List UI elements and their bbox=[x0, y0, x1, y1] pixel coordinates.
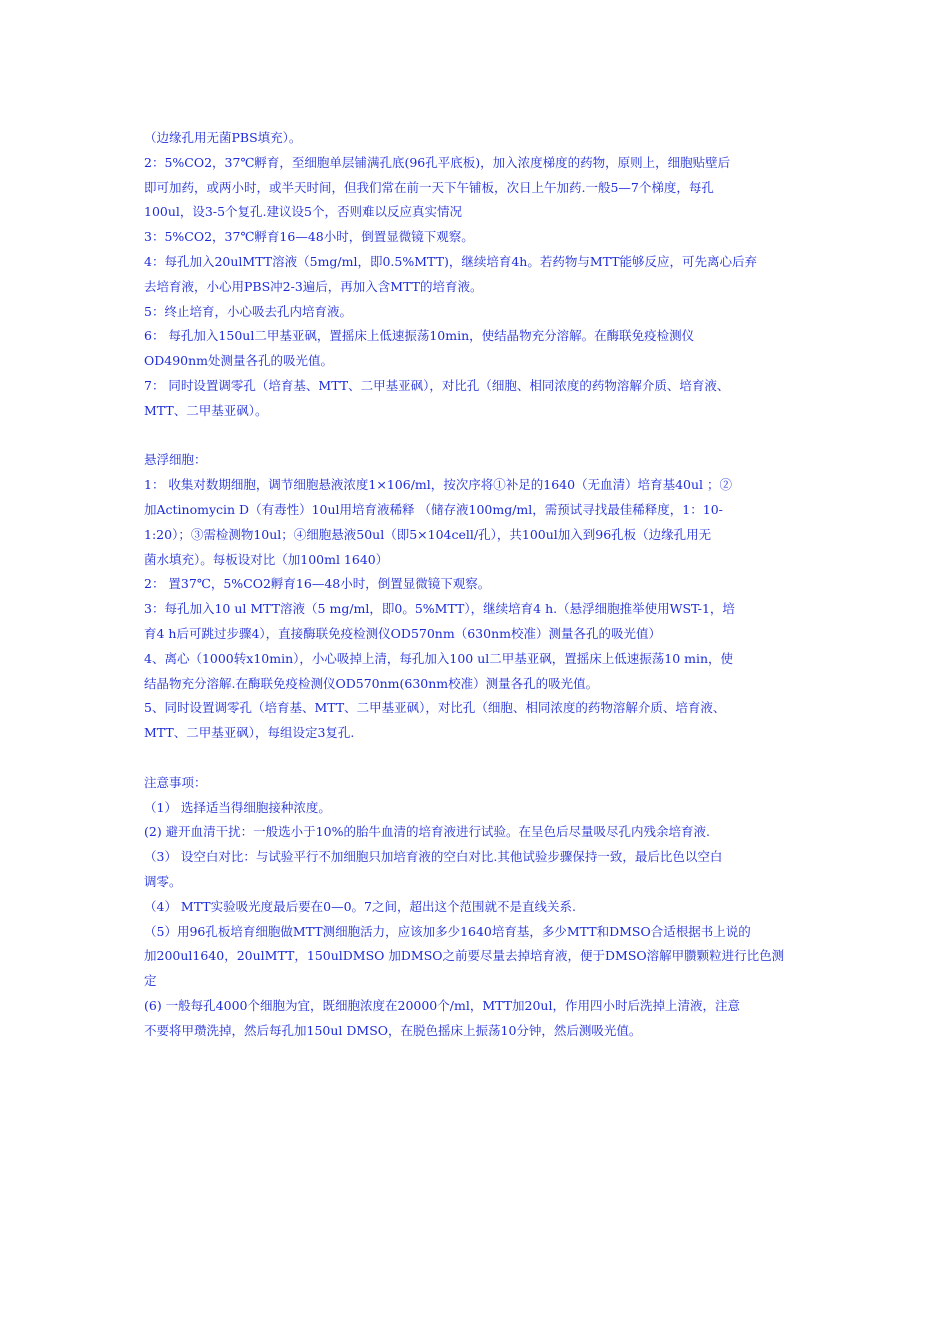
text-line: 即可加药，或两小时，或半天时间，但我们常在前一天下午铺板，次日上午加药.一般5—7个梯度，每孔 bbox=[144, 179, 714, 195]
text-line: （3） 设空白对比：与试验平行不加细胞只加培育液的空白对比.其他试验步骤保持一致，最后比色以空白 bbox=[144, 849, 723, 865]
text-line: 3：5%CO2，37℃孵育16—48小时，倒置显微镜下观察。 bbox=[144, 229, 474, 245]
paragraph-gap bbox=[144, 424, 812, 449]
document-page bbox=[144, 126, 812, 1043]
text-line: 不要将甲瓒洗掉，然后每孔加150ul DMSO，在脱色摇床上振荡10分钟，然后测吸光值。 bbox=[144, 1022, 642, 1038]
text-line: (2) 避开血清干扰：一般选小于10%的胎牛血清的培育液进行试验。在呈色后尽量吸尽孔内残余培育液. bbox=[144, 824, 710, 840]
text-line: 加Actinomycin D（有毒性）10ul用培育液稀释 （储存液100mg/ml，需预试寻找最佳稀释度，1：10- bbox=[144, 501, 723, 517]
notes-section bbox=[144, 771, 812, 1044]
text-line: （4） MTT实验吸光度最后要在0—0。7之间，超出这个范围就不是直线关系. bbox=[144, 898, 576, 914]
adherent-cell-section bbox=[144, 126, 812, 424]
section-heading: 注意事项： bbox=[144, 774, 207, 790]
text-line: 2：5%CO2，37℃孵育，至细胞单层铺满孔底(96孔平底板)，加入浓度梯度的药物，原则上，细胞贴壁后 bbox=[144, 154, 731, 170]
text-line: 菌水填充）。每板设对比（加100ml 1640） bbox=[144, 551, 389, 567]
text-line: 调零。 bbox=[144, 873, 182, 889]
section-heading: 悬浮细胞： bbox=[144, 452, 207, 468]
text-line: 定 bbox=[144, 973, 157, 989]
text-line: 育4 h后可跳过步骤4），直接酶联免疫检测仪OD570nm（630nm校准）测量各孔的吸光值） bbox=[144, 625, 661, 641]
text-line: 5：终止培育，小心吸去孔内培育液。 bbox=[144, 303, 352, 319]
text-line: MTT、二甲基亚砜），每组设定3复孔. bbox=[144, 725, 355, 741]
text-line: 5、同时设置调零孔（培育基、MTT、二甲基亚砜），对比孔（细胞、相同浓度的药物溶解介质、培育液、 bbox=[144, 700, 726, 716]
text-line: （1） 选择适当得细胞接种浓度。 bbox=[144, 799, 331, 815]
paragraph-gap bbox=[144, 746, 812, 771]
text-line: 6： 每孔加入150ul二甲基亚砜，置摇床上低速振荡10min，使结晶物充分溶解。在酶联免疫检测仪 bbox=[144, 328, 695, 344]
text-line: 4：每孔加入20ulMTT溶液（5mg/ml，即0.5%MTT)，继续培育4h。若药物与MTT能够反应，可先离心后弃 bbox=[144, 253, 758, 269]
text-line: 加200ul1640，20ulMTT，150ulDMSO 加DMSO之前要尽量去掉培育液，便于DMSO溶解甲臜颗粒进行比色测 bbox=[144, 948, 785, 964]
text-line: 4、离心（1000转x10min），小心吸掉上清，每孔加入100 ul二甲基亚砜，置摇床上低速振荡10 min，使 bbox=[144, 650, 734, 666]
text-line: 7： 同时设置调零孔（培育基、MTT、二甲基亚砜），对比孔（细胞、相同浓度的药物溶解介质、培育液、 bbox=[144, 377, 730, 393]
text-line: OD490nm处测量各孔的吸光值。 bbox=[144, 353, 334, 369]
suspension-cell-section bbox=[144, 448, 812, 746]
text-line: 结晶物充分溶解.在酶联免疫检测仪OD570nm(630nm校准）测量各孔的吸光值。 bbox=[144, 675, 599, 691]
text-line: （5）用96孔板培育细胞做MTT测细胞活力，应该加多少1640培育基，多少MTT和DMSO合适根据书上说的 bbox=[144, 923, 751, 939]
text-line: 100ul，设3-5个复孔.建议设5个，否则难以反应真实情况 bbox=[144, 204, 462, 220]
text-line: 2： 置37℃，5%CO2孵育16—48小时，倒置显微镜下观察。 bbox=[144, 576, 491, 592]
text-line: 3：每孔加入10 ul MTT溶液（5 mg/ml，即0。5%MTT），继续培育4 h.（悬浮细胞推举使用WST-1，培 bbox=[144, 601, 735, 617]
text-line: 1:20）；③需检测物10ul；④细胞悬液50ul（即5×104cell/孔），共100ul加入到96孔板（边缘孔用无 bbox=[144, 526, 712, 542]
text-line: MTT、二甲基亚砜）。 bbox=[144, 402, 268, 418]
text-line: 1： 收集对数期细胞，调节细胞悬液浓度1×106/ml，按次序将①补足的1640（无血清）培育基40ul ；② bbox=[144, 477, 733, 493]
text-line: (6) 一般每孔4000个细胞为宜，既细胞浓度在20000个/ml，MTT加20ul，作用四小时后洗掉上清液，注意 bbox=[144, 997, 740, 1013]
text-line: 去培育液，小心用PBS冲2-3遍后，再加入含MTT的培育液。 bbox=[144, 278, 483, 294]
text-line: （边缘孔用无菌PBS填充）。 bbox=[144, 130, 302, 145]
